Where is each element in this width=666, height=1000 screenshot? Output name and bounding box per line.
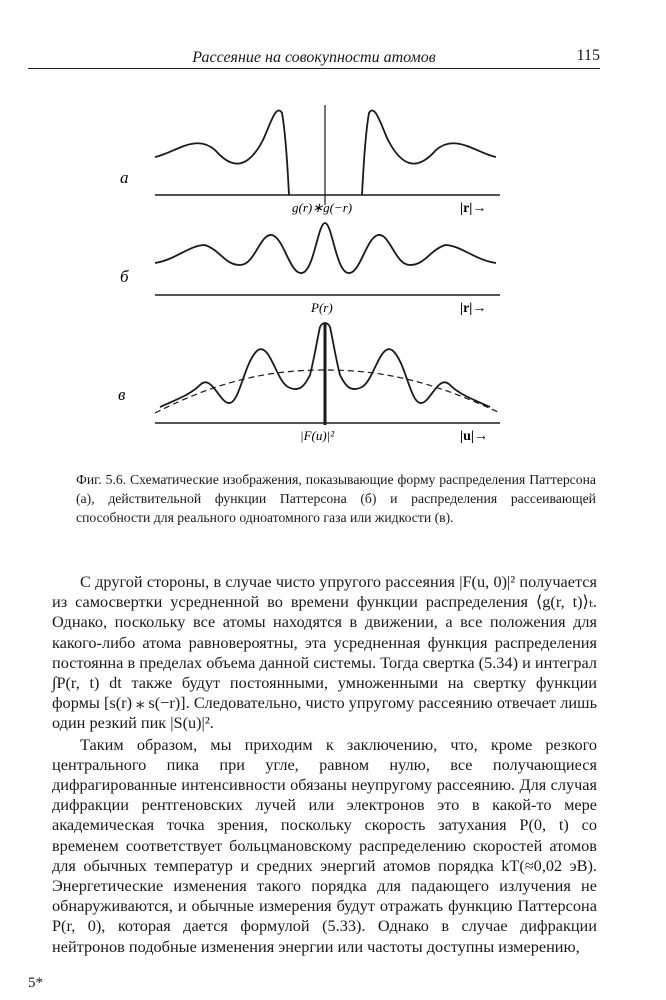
running-title: Рассеяние на совокупности атомов	[192, 49, 436, 66]
panel-a	[155, 105, 500, 205]
panel-c-letter: в	[118, 385, 126, 404]
body-text	[52, 572, 597, 957]
panel-c-axis-label: |u|→	[460, 429, 488, 444]
panel-c-dashed-envelope	[155, 370, 500, 413]
running-header	[28, 45, 600, 69]
paragraph: С другой стороны, в случае чисто упругого рассеяния |F(u, 0)|² получается из самосвертки усредненной во времени функции распределения ⟨g(r, t)⟩ₜ. Однако, поскольку все атомы находятся в движении, а все положения для какого-либо атома равновероятны, эта усредненная функция распределения постоянна в пределах объема данной системы. Тогда свертка (5.34) и интеграл ∫P(r, t) dt также будут постоянными, умноженными на свертку функции формы [s(r) ⁎ s(−r)]. Следовательно, чисто упругому рассеянию отвечает лишь один резкий пик |S(u)|².	[52, 572, 597, 733]
paragraph: Таким образом, мы приходим к заключению, что, кроме резкого центрального пика при угле, равном нулю, все получающиеся дифрагированные интенсивности обязаны неупругому рассеянию. Для случая дифракции рентгеновских лучей или электронов это в какой-то мере академическая точка зрения, поскольку скорость затухания P(0, t) со временем соответствует больцмановскому распределению скоростей атомов для обычных температур и средних энергий атомов порядка kT(≈0,02 эВ). Энергетические изменения такого порядка для падающего излучения не обнаруживаются, и обычные измерения будут отражать функцию Паттерсона P(r, 0), которая дается формулой (5.33). Однако в случае дифракции нейтронов подобные изменения энергии или частоты доступны измерению,	[52, 734, 597, 956]
panel-b-curve	[155, 223, 496, 273]
panel-b-axis-label: |r|→	[460, 301, 487, 316]
header-rule	[28, 68, 600, 69]
panel-c-center-label: |F(u)|²	[300, 428, 335, 443]
figure-caption: Фиг. 5.6. Схематические изображения, показывающие форму распределения Паттерсона (а), действительной функции Паттерсона (б) и распределения рассеивающей способности для реального одноатомного газа или жидкости (в).	[76, 472, 596, 525]
panel-a-curve-left	[155, 110, 289, 195]
panel-a-center-label: g(r)∗g(−r)	[292, 200, 353, 215]
panel-c	[155, 323, 500, 425]
panel-a-axis-label: |r|→	[460, 201, 487, 216]
panel-b	[155, 223, 500, 295]
panel-a-curve-right	[362, 110, 496, 195]
signature-mark: 5*	[28, 975, 43, 991]
panel-b-letter: б	[120, 267, 129, 286]
panel-a-letter: а	[120, 168, 129, 187]
figure-svg	[0, 95, 666, 455]
figure-5-6	[0, 95, 666, 455]
page-number: 115	[576, 47, 600, 64]
panel-b-center-label: P(r)	[311, 300, 333, 315]
